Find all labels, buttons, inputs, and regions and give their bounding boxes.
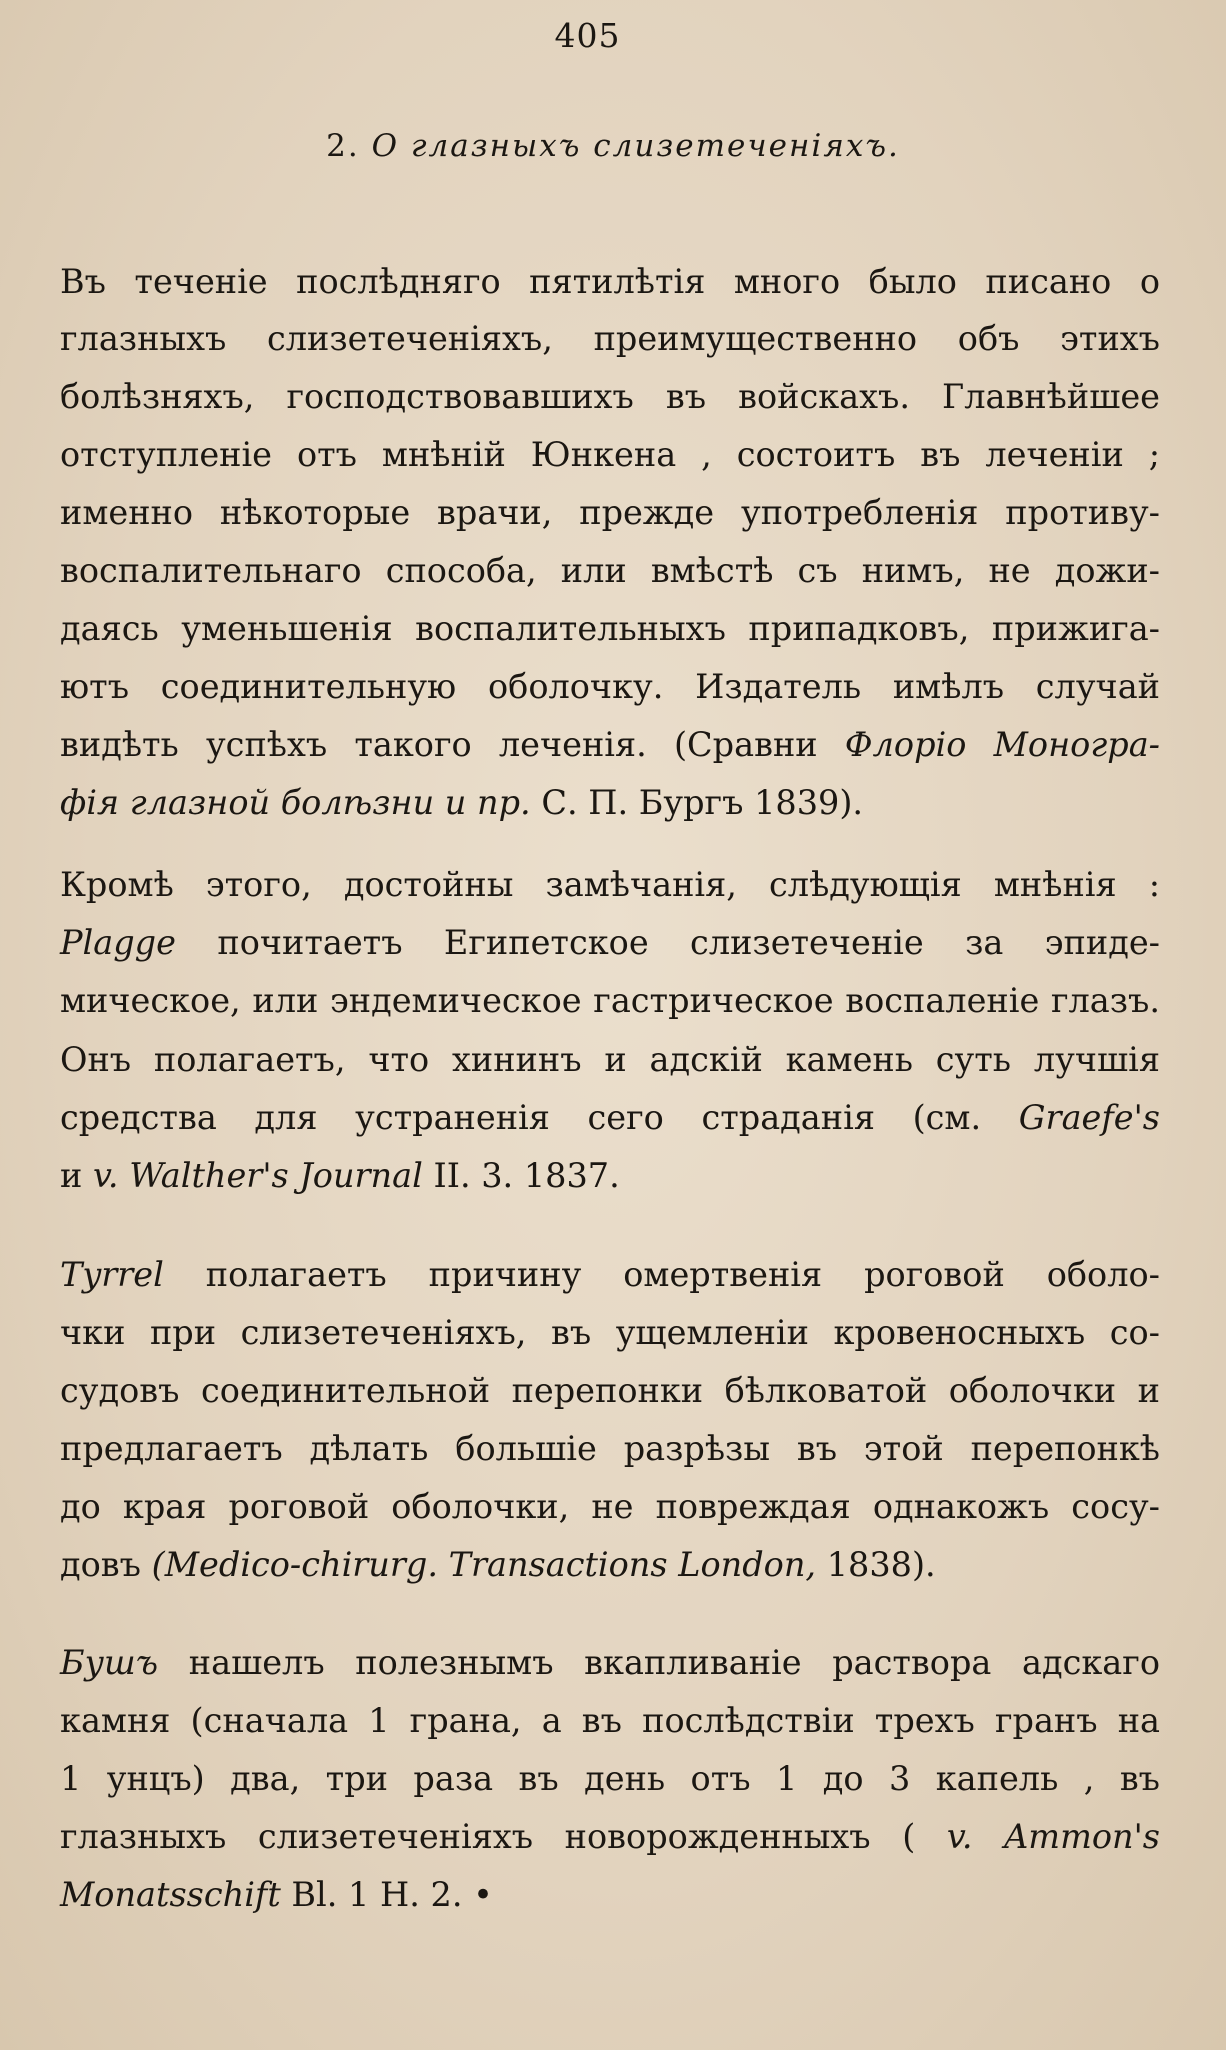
italic-text: Бушъ bbox=[60, 1643, 159, 1682]
text-segment: Bl. 1 H. 2. • bbox=[280, 1875, 493, 1914]
italic-text: Graefe's bbox=[1018, 1098, 1160, 1137]
text-segment: ютъ соединительную оболочку. Издатель имѣлъ случай bbox=[60, 667, 1160, 706]
text-segment: мическое, или эндемическое гастрическое воспаленіе глазъ. bbox=[60, 981, 1160, 1020]
text-segment: камня (сначала 1 грана, а въ послѣдствіи трехъ гранъ на bbox=[60, 1701, 1160, 1740]
text-segment: предлагаетъ дѣлать большіе разрѣзы въ этой перепонкѣ bbox=[60, 1429, 1160, 1468]
text-segment: Кромѣ этого, достойны замѣчанія, слѣдующія мнѣнія : bbox=[60, 865, 1160, 904]
text-segment: даясь уменьшенія воспалительныхъ припадковъ, прижига- bbox=[60, 609, 1160, 648]
text-line bbox=[60, 1156, 1160, 1195]
text-line bbox=[60, 1487, 1160, 1526]
text-segment: и bbox=[60, 1156, 93, 1195]
italic-text: v. Walther's Journal bbox=[92, 1156, 423, 1195]
text-segment: судовъ соединительной перепонки бѣлковатой оболочки и bbox=[60, 1371, 1160, 1410]
text-segment: отступленіе отъ мнѣній Юнкена , состоитъ въ леченіи ; bbox=[60, 435, 1160, 474]
text-segment: нашелъ полезнымъ вкапливаніе раствора адскаго bbox=[158, 1643, 1160, 1682]
text-line bbox=[60, 1313, 1160, 1352]
text-line bbox=[60, 1371, 1160, 1410]
text-segment: Въ теченіе послѣдняго пятилѣтія много было писано о bbox=[60, 262, 1160, 301]
text-line bbox=[60, 435, 1160, 474]
italic-text: Флоріо Моногра- bbox=[844, 725, 1160, 764]
text-segment: II. 3. 1837. bbox=[422, 1156, 620, 1195]
text-line bbox=[60, 609, 1160, 648]
text-line bbox=[60, 1098, 1160, 1137]
italic-text: v. Ammon's bbox=[946, 1817, 1160, 1856]
text-line bbox=[60, 551, 1160, 590]
text-segment: средства для устраненія сего страданія (см. bbox=[60, 1098, 1019, 1137]
text-line bbox=[60, 1817, 1160, 1856]
italic-text: Monatsschift bbox=[60, 1875, 281, 1914]
text-line bbox=[60, 1759, 1160, 1798]
text-line bbox=[60, 783, 1160, 822]
italic-text: Plagge bbox=[60, 923, 176, 962]
text-segment: С. П. Бургъ 1839). bbox=[530, 783, 864, 822]
text-segment: 1 унцъ) два, три раза въ день отъ 1 до 3 капель , въ bbox=[60, 1759, 1160, 1798]
text-segment: именно нѣкоторые врачи, прежде употребленія противу- bbox=[60, 493, 1160, 532]
text-line bbox=[60, 667, 1160, 706]
text-line bbox=[60, 377, 1160, 416]
text-segment: болѣзняхъ, господствовавшихъ въ войскахъ. Главнѣйшее bbox=[60, 377, 1160, 416]
section-title-text: О глазныхъ слизетеченіяхъ. bbox=[371, 128, 900, 164]
italic-text: (Medico-chirurg. Transactions London, bbox=[151, 1545, 817, 1584]
text-line bbox=[60, 725, 1160, 764]
text-line bbox=[60, 1429, 1160, 1468]
section-number: 2. bbox=[326, 128, 360, 164]
italic-text: Tyrrel bbox=[60, 1255, 164, 1294]
italic-text: фія глазной болѣзни и пр. bbox=[60, 783, 531, 822]
text-segment: полагаетъ причину омертвенія роговой оболо- bbox=[163, 1255, 1160, 1294]
text-segment: почитаетъ Египетское слизетеченіе за эпиде- bbox=[175, 923, 1160, 962]
text-segment: глазныхъ слизетеченіяхъ, преимущественно объ этихъ bbox=[60, 319, 1160, 358]
text-line bbox=[60, 923, 1160, 962]
text-line bbox=[60, 1875, 1160, 1914]
text-segment: Онъ полагаетъ, что хининъ и адскій камень суть лучшія bbox=[60, 1040, 1160, 1079]
text-line bbox=[60, 981, 1160, 1020]
page-number: 405 bbox=[554, 16, 621, 55]
text-segment: 1838). bbox=[816, 1545, 936, 1584]
text-line bbox=[60, 1643, 1160, 1682]
text-line bbox=[60, 865, 1160, 904]
text-line bbox=[60, 1701, 1160, 1740]
text-line bbox=[60, 1255, 1160, 1294]
text-segment: довъ bbox=[60, 1545, 152, 1584]
text-segment: воспалительнаго способа, или вмѣстѣ съ нимъ, не дожи- bbox=[60, 551, 1160, 590]
text-segment: глазныхъ слизетеченіяхъ новорожденныхъ ( bbox=[60, 1817, 947, 1856]
text-line bbox=[60, 319, 1160, 358]
text-line bbox=[60, 493, 1160, 532]
text-segment: чки при слизетеченіяхъ, въ ущемленіи кровеносныхъ со- bbox=[60, 1313, 1160, 1352]
text-line bbox=[60, 1040, 1160, 1079]
text-line bbox=[60, 262, 1160, 301]
section-title bbox=[0, 128, 1226, 164]
text-line bbox=[60, 1545, 1160, 1584]
text-segment: до края роговой оболочки, не повреждая однакожъ сосу- bbox=[60, 1487, 1160, 1526]
text-segment: видѣть успѣхъ такого леченія. (Сравни bbox=[60, 725, 845, 764]
